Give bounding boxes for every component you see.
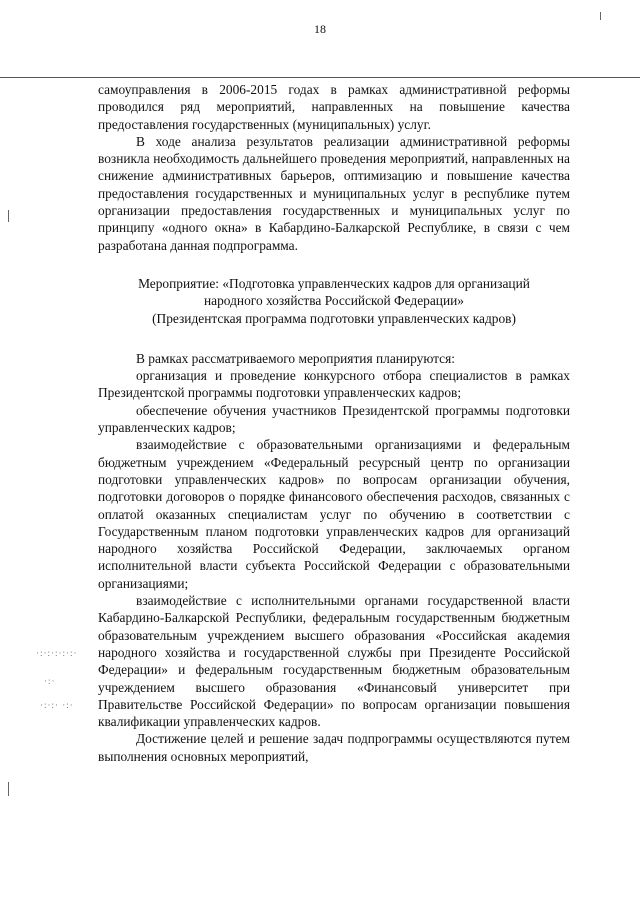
scan-margin-mark: ·:·:· ·:· bbox=[40, 700, 74, 710]
paragraph: В рамках рассматриваемого мероприятия планируются: bbox=[136, 350, 455, 366]
page-number: 18 bbox=[314, 22, 326, 36]
paragraph: В ходе анализа результатов реализации административной реформы возникла необходимость дальнейшего проведения мероприятий, направленных на снижение административных барьеров, оптимизацию и повышение качества предоставления государственных и муниципальных услуг в республике путем организации предоставления государственных и муниципальных услуг по принципу «одного окна» в Кабардино-Балкарской Республике, в связи с чем разработана данная подпрограмма. bbox=[98, 133, 570, 253]
list-item: обеспечение обучения участников Президентской программы подготовки управленческих кадров; bbox=[98, 402, 570, 436]
header-rule bbox=[0, 77, 640, 78]
section-heading-line: народного хозяйства Российской Федерации» bbox=[204, 293, 464, 309]
scan-margin-mark: ·:·:·:·:·:· bbox=[36, 648, 78, 658]
paragraph: самоуправления в 2006-2015 годах в рамках административной реформы проводился ряд мероприятий, направленных на повышение качества предоставления государственных (муниципальных) услуг. bbox=[98, 82, 570, 132]
section-heading-line: Мероприятие: «Подготовка управленческих кадров для организаций bbox=[138, 275, 530, 291]
scan-edge-mark bbox=[8, 782, 9, 796]
paragraph: Достижение целей и решение задач подпрограммы осуществляются путем выполнения основных мероприятий, bbox=[98, 731, 570, 764]
section-heading-line: (Президентская программа подготовки управленческих кадров) bbox=[152, 310, 516, 326]
list-item: организация и проведение конкурсного отбора специалистов в рамках Президентской программы подготовки управленческих кадров; bbox=[98, 368, 570, 401]
list-item: взаимодействие с образовательными организациями и федеральным бюджетным учреждением «Федеральный ресурсный центр по организации подготовки управленческих кадров» по вопросам организации обучения, подготовки договоров о порядке финансового обеспечения расходов, связанных с оплатой оказанных специалистам услуг по обучению в соответствии с Государственным планом подготовки управленческих кадров для организаций народного хозяйства Российской Федерации, заключаемых органом исполнительной власти субъекта Российской Федерации с образовательными организациями; bbox=[98, 437, 570, 591]
scan-edge-mark bbox=[600, 12, 601, 20]
document-body bbox=[98, 81, 570, 765]
scan-margin-mark: ·:· bbox=[44, 676, 56, 686]
scan-edge-mark bbox=[8, 210, 9, 222]
section-heading bbox=[98, 275, 570, 327]
list-item: взаимодействие с исполнительными органами государственной власти Кабардино-Балкарской Республики, федеральным государственным бюджетным образовательным учреждением высшего образования «Российская академия народного хозяйства и государственной службы при Президенте Российской Федерации» и федеральным государственным бюджетным образовательным учреждением высшего образования «Финансовый университет при Правительстве Российской Федерации» по вопросам организации повышения квалификации управленческих кадров. bbox=[98, 593, 570, 730]
